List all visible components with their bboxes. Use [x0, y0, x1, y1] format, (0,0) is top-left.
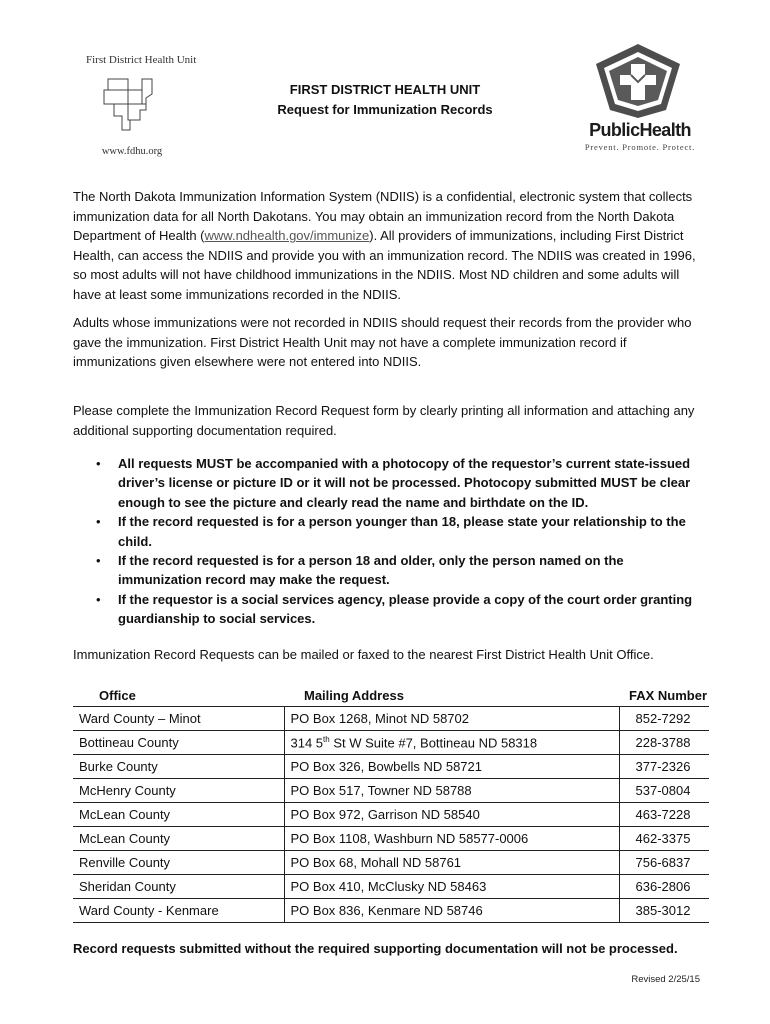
instructions-text: Please complete the Immunization Record Request form by clearly printing all information and attaching any additional supporting documentation required.: [73, 403, 695, 438]
table-row: [73, 755, 709, 779]
fax-cell: 462-3375: [619, 827, 709, 851]
bullet-icon: •: [96, 514, 101, 530]
table-row: [73, 827, 709, 851]
address-part: 314 5: [290, 735, 324, 751]
public-health-logo: [580, 120, 700, 152]
fax-cell: 537-0804: [619, 779, 709, 803]
mailing-text: Immunization Record Requests can be mailed or faxed to the nearest First District Health Unit Office.: [73, 647, 654, 662]
fax-cell: 377-2326: [619, 755, 709, 779]
table-row: [73, 875, 709, 899]
title-line-1: FIRST DISTRICT HEALTH UNIT: [289, 82, 481, 97]
office-cell: Burke County: [73, 755, 284, 779]
address-part: St W Suite #7, Bottineau ND 58318: [329, 735, 538, 751]
address-superscript: th: [323, 734, 330, 744]
fax-cell: 385-3012: [619, 899, 709, 923]
title-line-2: Request for Immunization Records: [277, 102, 493, 117]
requirement-text: If the record requested is for a person younger than 18, please state your relationship to the child.: [118, 514, 686, 549]
requirements-list: [96, 454, 706, 629]
address-cell: PO Box 972, Garrison ND 58540: [284, 803, 619, 827]
intro-text-start: The North Dakota Immunization Information System (NDIIS) is a confidential, electronic system that collects immunization data for all North Dakotans. You may obtain an immunization record from the North Dakota Department of Health (: [73, 189, 693, 244]
website-link[interactable]: www.fdhu.org: [101, 146, 163, 157]
office-cell: Sheridan County: [73, 875, 284, 899]
bullet-icon: •: [96, 456, 101, 471]
fax-cell: 228-3788: [619, 731, 709, 755]
instructions-paragraph: [73, 401, 705, 440]
fax-cell: 463-7228: [619, 803, 709, 827]
requirement-text: If the requestor is a social services agency, please provide a copy of the court order granting guardianship to social services.: [118, 591, 693, 627]
logo-name: PublicHealth: [589, 120, 691, 140]
public-health-shield-icon: [586, 42, 690, 120]
processing-warning: Record requests submitted without the required supporting documentation will not be processed.: [73, 941, 678, 956]
table-header-row: [73, 684, 709, 707]
intro-text-end: ). All providers of immunizations, including First District Health, can access the NDIIS and provide you with an immunization record. The NDIIS was created in 1996, so most adults will not have childhood immunizations in the NDIIS. Most ND children and some adults will have at least some immunizations recorded in the NDIIS.: [73, 228, 696, 302]
bullet-icon: •: [96, 591, 101, 607]
adults-paragraph: [73, 313, 705, 372]
office-cell: McHenry County: [73, 779, 284, 803]
address-cell: PO Box 1108, Washburn ND 58577-0006: [284, 827, 619, 851]
office-cell: McLean County: [73, 803, 284, 827]
office-cell: Renville County: [73, 851, 284, 875]
table-row: [73, 851, 709, 875]
unit-name: First District Health Unit: [86, 54, 197, 66]
fax-cell: 636-2806: [619, 875, 709, 899]
fax-cell: 852-7292: [619, 707, 709, 731]
table-row: [73, 707, 709, 731]
address-cell: PO Box 836, Kenmare ND 58746: [284, 899, 619, 923]
requirement-item: [96, 590, 706, 629]
ndhealth-link[interactable]: www.ndhealth.gov/immunize: [204, 228, 370, 244]
address-cell: PO Box 517, Towner ND 58788: [284, 779, 619, 803]
bullet-icon: •: [96, 553, 101, 569]
fax-cell: 756-6837: [619, 851, 709, 875]
table-row: [73, 803, 709, 827]
requirement-item: [96, 512, 706, 551]
office-cell: Ward County - Kenmare: [73, 899, 284, 923]
requirement-item: [96, 454, 706, 512]
mailing-paragraph: [73, 645, 705, 665]
address-cell: PO Box 410, McClusky ND 58463: [284, 875, 619, 899]
requirement-text: If the record requested is for a person 18 and older, only the person named on the immunization record may make the request.: [118, 553, 624, 588]
adults-text: Adults whose immunizations were not recorded in NDIIS should request their records from the provider who gave the immunization. First District Health Unit may not have a complete immunization record if immunizations given elsewhere were not entered into NDIIS.: [73, 315, 692, 370]
table-row: [73, 899, 709, 923]
table-row: [73, 779, 709, 803]
logo-tagline: Prevent. Promote. Protect.: [584, 142, 696, 152]
header-fax: FAX Number: [619, 684, 709, 707]
revision-date: Revised 2/25/15: [631, 974, 700, 985]
table-row: [73, 731, 709, 755]
header-office: Office: [73, 684, 284, 707]
address-cell: PO Box 68, Mohall ND 58761: [284, 851, 619, 875]
requirement-item: [96, 551, 706, 590]
offices-table: [73, 684, 709, 923]
header-address: Mailing Address: [284, 684, 619, 707]
requirement-text: All requests MUST be accompanied with a photocopy of the requestor’s current state-issued driver’s license or picture ID or it will not be processed. Photocopy submitted MUST be clear enough to see the picture and clearly read the name and birthdate on the ID.: [118, 456, 691, 510]
intro-paragraph: [73, 187, 705, 305]
office-cell: Ward County – Minot: [73, 707, 284, 731]
address-cell: [284, 731, 619, 755]
address-cell: PO Box 326, Bowbells ND 58721: [284, 755, 619, 779]
office-cell: Bottineau County: [73, 731, 284, 755]
address-cell: PO Box 1268, Minot ND 58702: [284, 707, 619, 731]
office-cell: McLean County: [73, 827, 284, 851]
